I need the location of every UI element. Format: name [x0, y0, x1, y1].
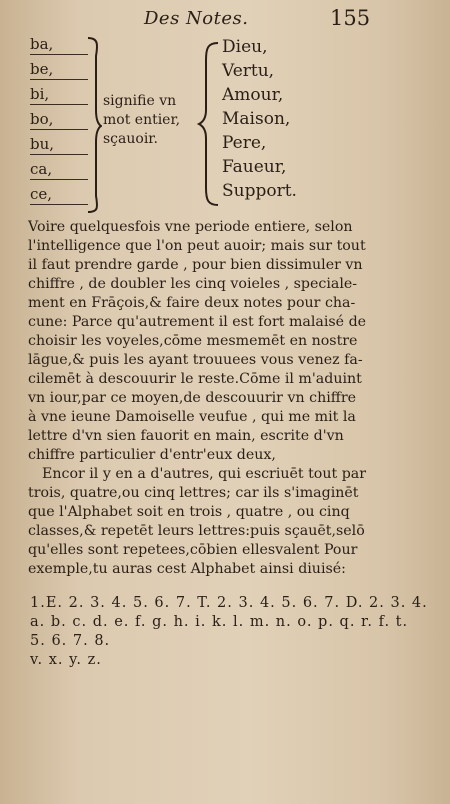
text-line: cune: Parce qu'autrement il est fort malaisé de [28, 314, 367, 330]
syllable-item: bi, [30, 84, 88, 105]
meaning-line: signifie vn [103, 93, 177, 109]
meaning-line: mot entier, [103, 112, 181, 128]
alphabet-line: v. x. y. z. [30, 652, 102, 668]
text-line: que l'Alphabet soit en trois , quatre , ou cinq [28, 504, 350, 520]
left-brace [86, 36, 102, 214]
text-line: à vne ieune Damoiselle veufue , qui me mit la [28, 409, 356, 425]
meaning-line: sçauoir. [103, 131, 158, 147]
syllable-item: bu, [30, 134, 88, 155]
word-item: Amour, [222, 85, 284, 105]
right-brace [196, 40, 222, 208]
word-item: Pere, [222, 133, 267, 153]
text-line: lāgue,& puis les ayant trouuees vous venez fa- [28, 352, 363, 368]
text-line: Encor il y en a d'autres, qui escriuēt tout par [42, 466, 367, 482]
cipher-alphabet [30, 594, 428, 670]
text-line: qu'elles sont repetees,cōbien ellesvalent Pour [28, 542, 358, 558]
text-line: lettre d'vn sien fauorit en main, escrite d'vn [28, 428, 344, 444]
syllable-item: ce, [30, 184, 88, 205]
text-line: l'intelligence que l'on peut auoir; mais sur tout [28, 238, 366, 254]
text-line: trois, quatre,ou cinq lettres; car ils s'imaginēt [28, 485, 359, 501]
alphabet-line: a. b. c. d. e. f. g. h. i. k. l. m. n. o. p. q. r. f. t. [30, 614, 409, 630]
text-line: exemple,tu auras cest Alphabet ainsi diuisé: [28, 561, 346, 577]
alphabet-line: 1.E. 2. 3. 4. 5. 6. 7. T. 2. 3. 4. 5. 6. 7. D. 2. 3. 4. [30, 595, 428, 611]
word-item: Support. [222, 181, 297, 201]
text-line: choisir les voyeles,cōme mesmemēt en nostre [28, 333, 358, 349]
text-line: ment en Frāçois,& faire deux notes pour cha- [28, 295, 356, 311]
brace-meaning [103, 92, 198, 149]
text-line: vn iour,par ce moyen,de descouurir vn chiffre [28, 390, 357, 406]
word-item: Vertu, [222, 61, 275, 81]
text-line: chiffre , de doubler les cinq voieles , speciale- [28, 276, 358, 292]
alphabet-line: 5. 6. 7. 8. [30, 633, 111, 649]
page-number: 155 [330, 6, 371, 30]
text-line: classes,& repetēt leurs lettres:puis sçauēt,selō [28, 523, 365, 539]
running-head: Des Notes. [144, 8, 249, 29]
syllable-item: ca, [30, 159, 88, 180]
word-item: Maison, [222, 109, 291, 129]
word-item: Dieu, [222, 37, 268, 57]
syllable-item: ba, [30, 34, 88, 55]
syllable-item: be, [30, 59, 88, 80]
syllable-item: bo, [30, 109, 88, 130]
word-item: Faueur, [222, 157, 287, 177]
text-line: chiffre particulier d'entr'eux deux, [28, 447, 276, 463]
page-header [0, 4, 450, 32]
text-line: cilemēt à descouurir le reste.Cōme il m'aduint [28, 371, 362, 387]
body-text [28, 218, 372, 579]
text-line: il faut prendre garde , pour bien dissimuler vn [28, 257, 363, 273]
text-line: Voire quelquesfois vne periode entiere, selon [28, 219, 353, 235]
